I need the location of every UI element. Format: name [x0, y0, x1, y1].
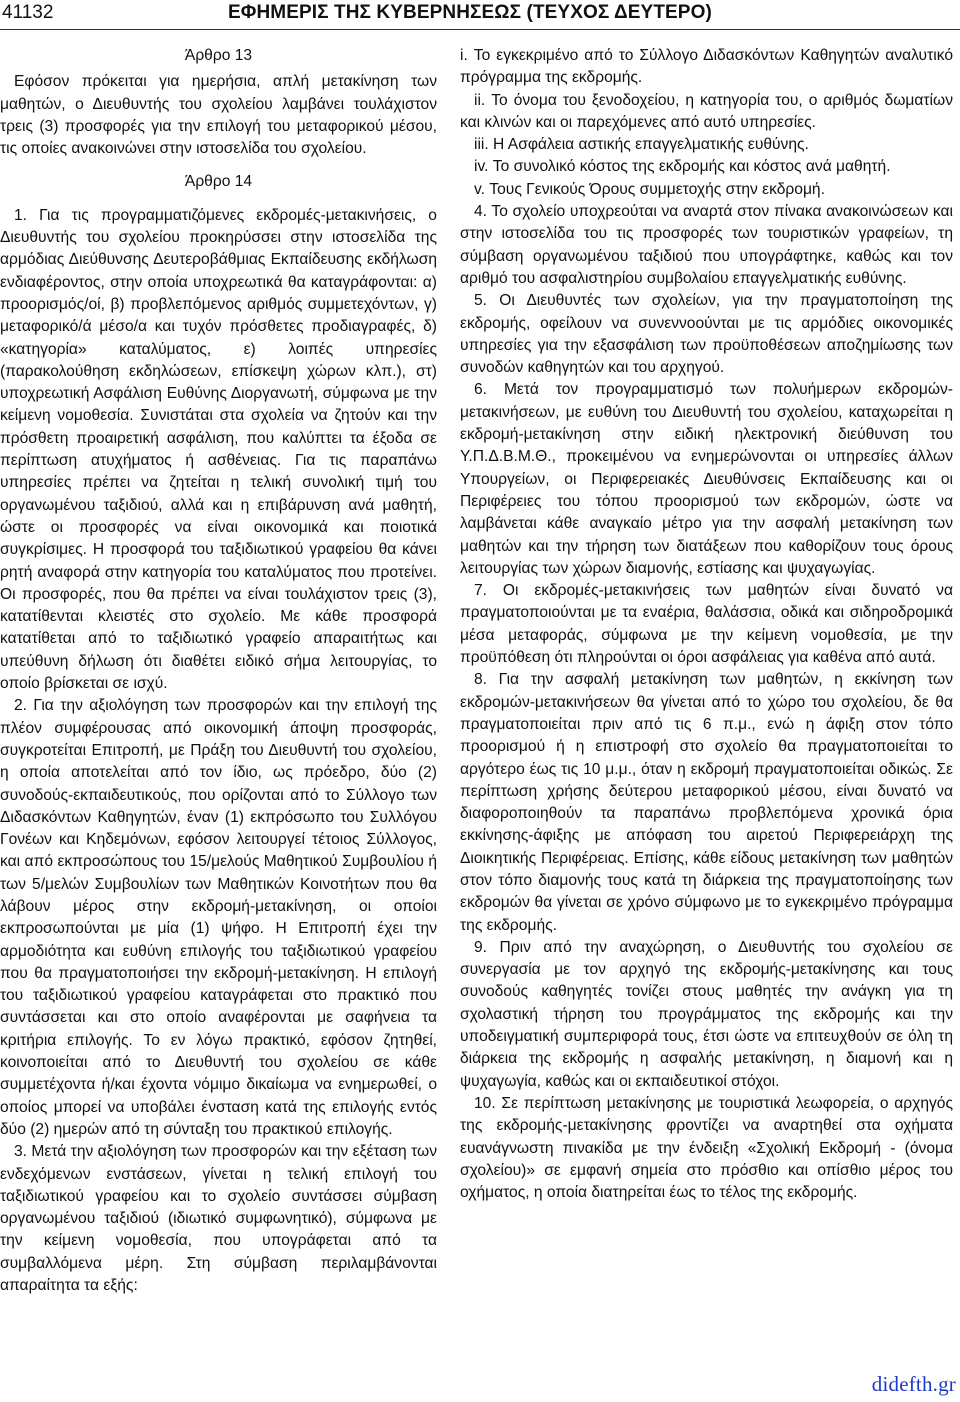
list-item-i: i. Το εγκεκριμένο από το Σύλλογο Διδασκόντων Καθηγητών αναλυτικό πρόγραμμα της εκδρομής.	[460, 47, 953, 87]
page-header	[0, 0, 960, 30]
gazette-title: ΕΦΗΜΕΡΙΣ ΤΗΣ ΚΥΒΕΡΝΗΣΕΩΣ (ΤΕΥΧΟΣ ΔΕΥΤΕΡΟ)	[228, 2, 712, 23]
header-divider	[0, 29, 960, 30]
paragraph-10: 10. Σε περίπτωση μετακίνησης με τουριστικά λεωφορεία, ο αρχηγός της εκδρομής-μετακίνησης φροντίζει να αναρτηθεί στα οχήματα ευανάγνωστη πινακίδα με την ένδειξη «Σχολική Εκδρομή - (όνομα σχολείου)» σε εμφανή σημεία στο πρόσθιο και οπίσθιο μέρος του οχήματος, η οποία διατηρείται έως το τέλος της εκδρομής.	[460, 1094, 953, 1202]
watermark-link[interactable]: didefth.gr	[871, 1372, 956, 1396]
page-number: 41132	[2, 2, 54, 23]
left-column	[0, 45, 437, 1297]
right-column	[460, 45, 953, 1204]
list-item-v: v. Τους Γενικούς Όρους συμμετοχής στην εκδρομή.	[474, 180, 825, 198]
list-item-ii: ii. Το όνομα του ξενοδοχείου, η κατηγορία του, ο αριθμός δωματίων και κλινών και οι παρεχόμενες από αυτό υπηρεσίες.	[460, 91, 953, 131]
list-item-iii: iii. Η Ασφάλεια αστικής επαγγελματικής ευθύνης.	[474, 136, 809, 154]
paragraph-8: 8. Για την ασφαλή μετακίνηση των μαθητών, η εκκίνηση των εκδρομών-μετακινήσεων θα γίνεται από το χώρο του σχολείου, δε θα πραγματοποιείται πριν από τις 6 π.μ., ενώ η άφιξη στον τόπο προορισμού ή η επιστροφή στο σχολείο θα πραγματοποιείται το αργότερο έως τις 10 μ.μ., όταν η εκδρομή πραγματοποιείται οδικώς. Σε περίπτωση χρήσης δεύτερου μεταφορικού μέσου, είναι δυνατό να διαφοροποιηθούν τα παραπάνω προβλεπόμενα χρονικά όρια εκκίνησης-άφιξης με απόφαση του αιρετού Περιφερειάρχη της Διοικητικής Περιφέρειας. Επίσης, κάθε είδους μετακίνηση των μαθητών στον τόπο διαμονής τους κατά τη διάρκεια της πραγματοποίησης των εκδρομών θα γίνεται σε χρόνο σύμφωνο με το εγκεκριμένο πρόγραμμα της εκδρομής.	[460, 671, 953, 934]
paragraph-5: 5. Οι Διευθυντές των σχολείων, για την πραγματοποίηση της εκδρομής, οφείλουν να συνεννοούνται με τις αρμόδιες οικονομικές υπηρεσίες για την εξασφάλιση των προϋποθέσεων αποζημίωσης των συνοδών καθηγητών και του αρχηγού.	[460, 292, 953, 377]
paragraph-6: 6. Μετά τον προγραμματισμό των πολυήμερων εκδρομών-μετακινήσεων, με ευθύνη του Διευθυντή του σχολείου, καταχωρείται η εκδρομή-μετακίνηση στην ειδική ηλεκτρονική διεύθυνση του Υ.Π.Δ.Β.Μ.Θ., προκειμένου να ενημερώνονται οι υπηρεσίες άλλων Υπουργείων, οι Περιφερειακές Διευθύνσεις Εκπαίδευσης και οι Περιφέρειες του τόπου προορισμού των εκδρομών, ώστε να λαμβάνεται κάθε αναγκαίο μέτρο για την ασφαλή μετακίνηση των μαθητών και την τήρηση των διατάξεων που καθορίζουν τους όρους λειτουργίας των χώρων διαμονής, εστίασης και ψυχαγωγίας.	[460, 381, 953, 577]
paragraph-4: 4. Το σχολείο υποχρεούται να αναρτά στον πίνακα ανακοινώσεων και στην ιστοσελίδα του τις προσφορές των τουριστικών γραφείων, τη σύμβαση οργανωμένου ταξιδιού που υπογράφτηκε, καθώς και τον αριθμό του ασφαλιστηρίου συμβολαίου επαγγελματικής ευθύνης.	[460, 203, 953, 287]
article-14-heading: Άρθρο 14	[184, 173, 253, 191]
paragraph-7: 7. Οι εκδρομές-μετακινήσεις των μαθητών είναι δυνατό να πραγματοποιούνται με τα εναέρια, θαλάσσια, οδικά και σιδηροδρομικά μέσα μεταφοράς, σύμφωνα με την κείμενη νομοθεσία, με την προϋπόθεση ότι πληρούνται οι όροι ασφάλειας για καθένα από αυτά.	[460, 582, 953, 667]
article-13-text: Εφόσον πρόκειται για ημερήσια, απλή μετακίνηση των μαθητών, ο Διευθυντής του σχολείου λαμβάνει τουλάχιστον τρεις (3) προσφορές για την επιλογή του μεταφορικού μέσου, τις οποίες ανακοινώνει στην ιστοσελίδα του σχολείου.	[0, 73, 437, 158]
article-14-paragraph-1: 1. Για τις προγραμματιζόμενες εκδρομές-μετακινήσεις, ο Διευθυντής του σχολείου προκηρύσσει στην ιστοσελίδα της αρμόδιας Διεύθυνσης Δευτεροβάθμιας Εκπαίδευσης εκδήλωση ενδιαφέροντος, στην οποία υποχρεωτικά θα καταγράφονται: α) προορισμός/οί, β) προβλεπόμενος αριθμός συμμετεχόντων, γ) μεταφορικό/ά μέσο/α και τυχόν πρόσθετες προδιαγραφές, δ) «κατηγορία» καταλύματος, ε) λοιπές υπηρεσίες (παρακολούθηση εκδηλώσεων, επίσκεψη χώρων κλπ.), στ) υποχρεωτική Ασφάλιση Ευθύνης Διοργανωτή, σύμφωνα με την κείμενη νομοθεσία. Συνιστάται στα σχολεία να ζητούν και την πρόσθετη προαιρετική ασφάλιση, που καλύπτει τα έξοδα σε περίπτωση ατυχήματος ή ασθένειας. Για τις παραπάνω υπηρεσίες πρέπει να ζητείται η τελική συνολική τιμή του οργανωμένου ταξιδιού, αλλά και η επιβάρυνση ανά μαθητή, ώστε οι προσφορές να είναι οικονομικά και ποιοτικά συγκρίσιμες. Η προσφορά του ταξιδιωτικού γραφείου θα κάνει ρητή αναφορά στην κατηγορία του καταλύματος που προτείνει. Οι προσφορές, που θα πρέπει να είναι τουλάχιστον τρεις (3), κατατίθενται κλειστές στο σχολείο. Με κάθε προσφορά κατατίθεται από το ταξιδιωτικό γραφείο απαραιτήτως και υπεύθυνη δήλωση ότι διαθέτει ειδικό σήμα λειτουργίας, το οποίο βρίσκεται σε ισχύ.	[0, 206, 437, 693]
list-item-iv: iv. Το συνολικό κόστος της εκδρομής και κόστος ανά μαθητή.	[474, 158, 891, 176]
article-14-paragraph-3: 3. Μετά την αξιολόγηση των προσφορών και την εξέταση των ενδεχόμενων ενστάσεων, γίνεται η τελική επιλογή του ταξιδιωτικού γραφείου και το σχολείο συντάσσει σύμβαση οργανωμένου ταξιδιού (ιδιωτικό συμφωνητικό), σύμφωνα με την κείμενη νομοθεσία, που υπογράφεται από τα συμβαλλόμενα μέρη. Στη σύμβαση περιλαμβάνονται απαραίτητα τα εξής:	[0, 1143, 437, 1295]
article-14-paragraph-2: 2. Για την αξιολόγηση των προσφορών και την επιλογή της πλέον συμφέρουσας από οικονομική άποψη προσφοράς, συγκροτείται Επιτροπή, με Πράξη του Διευθυντή του σχολείου, η οποία αποτελείται από τον ίδιο, ως πρόεδρο, δύο (2) συνοδούς-εκπαιδευτικούς, που ορίζονται από το Σύλλογο των Διδασκόντων Καθηγητών, έναν (1) εκπρόσωπο του Συλλόγου Γονέων και Κηδεμόνων, εφόσον λειτουργεί τέτοιος Σύλλογος, και από εκπροσώπους του 15/μελούς Μαθητικού Συμβουλίου ή των 5/μελών Συμβουλίων των Μαθητικών Κοινοτήτων που θα λάβουν μέρος στην εκδρομή-μετακίνηση, οι οποίοι εκπροσωπούνται με μία (1) ψήφο. Η Επιτροπή έχει την αρμοδιότητα και ευθύνη επιλογής του ταξιδιωτικού γραφείου που θα πραγματοποιήσει την εκδρομή-μετακίνηση. Η επιλογή του ταξιδιωτικού γραφείου καταγράφεται στο πρακτικό που συντάσσεται και στο οποίο αναφέρονται με σαφήνεια τα κριτήρια επιλογής. Το εν λόγω πρακτικό, εφόσον ζητηθεί, κοινοποιείται από το Διευθυντή του σχολείου σε κάθε συμμετέχοντα ή/και έχοντα νόμιμο δικαίωμα να ενημερωθεί, ο οποίος μπορεί να υποβάλει ένσταση κατά της επιλογής εντός δύο (2) ημερών από τη σύνταξη του πρακτικού επιλογής.	[0, 697, 437, 1138]
article-13-heading: Άρθρο 13	[184, 47, 253, 64]
paragraph-9: 9. Πριν από την αναχώρηση, ο Διευθυντής του σχολείου σε συνεργασία με τον αρχηγό της εκδρομής-μετακίνησης και τους συνοδούς καθηγητές τονίζει στους μαθητές την ανάγκη για τη σχολαστική τήρηση του προγράμματος της εκδρομής και την υποδειγματική συμπεριφορά τους, έτσι ώστε να επιτευχθούν σε όλη τη διάρκεια της εκδρομής η ασφαλής μετακίνηση, η διαμονή και η ψυχαγωγία, καθώς και οι εκπαιδευτικοί στόχοι.	[460, 938, 953, 1090]
